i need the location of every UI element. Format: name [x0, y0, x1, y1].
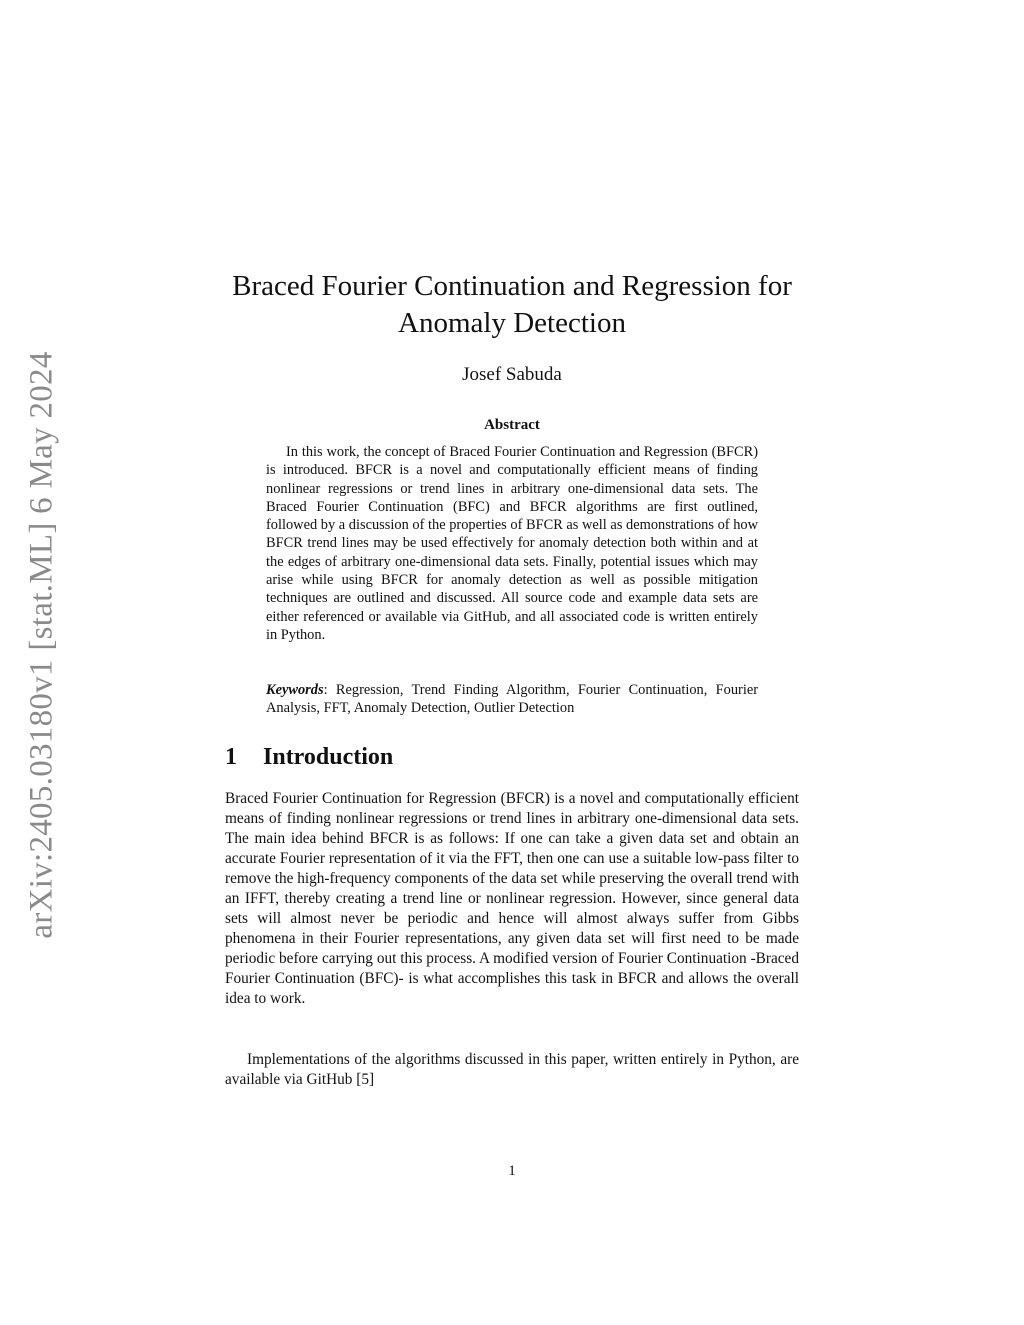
- intro-paragraph-2: Implementations of the algorithms discussed in this paper, written entirely in Python, are available via GitHub [5]: [225, 1051, 799, 1088]
- intro-paragraph-1: Braced Fourier Continuation for Regression (BFCR) is a novel and computationally efficient means of finding nonlinear regressions or trend lines in arbitrary one-dimensional data sets. The main idea behind BFCR is as follows: If one can take a given data set and obtain an accurate Fourier representation of it via the FFT, then one can use a suitable low-pass filter to remove the high-frequency components of the data set while preserving the overall trend with an IFFT, thereby creating a trend line or nonlinear regression. However, since general data sets will almost never be periodic and hence will almost always suffer from Gibbs phenomena in their Fourier representations, any given data set will first need to be made periodic before carrying out this process. A modified version of Fourier Continuation -Braced Fourier Continuation (BFC)- is what accomplishes this task in BFCR and allows the overall idea to work.: [225, 790, 799, 1007]
- paper-title: Braced Fourier Continuation and Regression for Anomaly Detection: [232, 270, 792, 339]
- abstract-text: In this work, the concept of Braced Fourier Continuation and Regression (BFCR) is introduced. BFCR is a novel and computationally efficient means of finding nonlinear regressions or trend lines in arbitrary one-dimensional data sets. The Braced Fourier Continuation (BFC) and BFCR algorithms are first outlined, followed by a discussion of the properties of BFCR as well as demonstrations of how BFCR trend lines may be used effectively for anomaly detection both within and at the edges of arbitrary one-dimensional data sets. Finally, potential issues which may arise while using BFCR for anomaly detection as well as possible mitigation techniques are outlined and discussed. All source code and example data sets are either referenced or available via GitHub, and all associated code is written entirely in Python.: [266, 444, 758, 643]
- section-title: Introduction: [263, 744, 394, 770]
- section-number: 1: [225, 744, 237, 770]
- author-name: Josef Sabuda: [462, 364, 562, 385]
- keywords-label: Keywords: [266, 682, 324, 698]
- keywords-list: : Regression, Trend Finding Algorithm, Fourier Continuation, Fourier Analysis, FFT, Anomaly Detection, Outlier Detection: [266, 682, 758, 717]
- page-number: 1: [508, 1163, 516, 1179]
- abstract-heading: Abstract: [484, 417, 540, 433]
- section-heading-introduction: [225, 744, 393, 771]
- keywords-block: [266, 681, 758, 718]
- arxiv-identifier-stamp[interactable]: arXiv:2405.03180v1 [stat.ML] 6 May 2024: [23, 351, 60, 939]
